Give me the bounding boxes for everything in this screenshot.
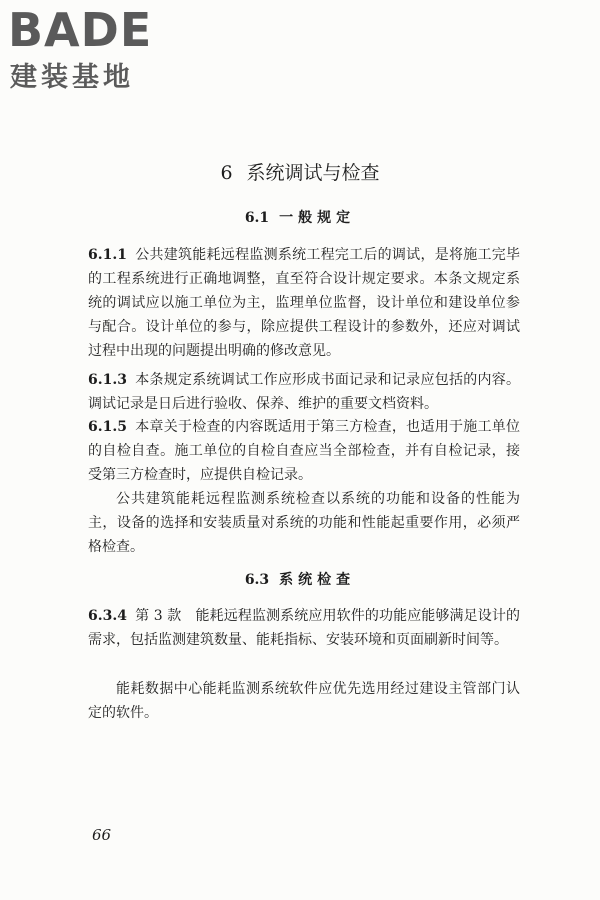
body-paragraph xyxy=(88,487,520,559)
clause-paragraph xyxy=(88,368,520,416)
clause-text: 本条规定系统调试工作应形成书面记录和记录应包括的内容。调试记录是日后进行验收、保养、维护的重要文档资料。 xyxy=(88,372,520,412)
logo-brand: BADE xyxy=(8,3,153,57)
clause-number: 6.1.5 xyxy=(88,419,127,435)
brand-logo xyxy=(8,4,178,99)
page-number: 66 xyxy=(92,826,112,844)
clause-paragraph xyxy=(88,604,520,652)
section-title-text: 一般规定 xyxy=(279,210,356,226)
section-title-6-1 xyxy=(0,208,600,228)
chapter-title xyxy=(0,160,600,186)
section-title-text: 系统检查 xyxy=(279,572,356,588)
clause-paragraph xyxy=(88,415,520,487)
section-title-6-3 xyxy=(0,570,600,590)
section-number: 6.3 xyxy=(244,572,270,588)
clause-number: 6.3.4 xyxy=(88,608,127,624)
clause-number: 6.1.1 xyxy=(88,247,127,263)
clause-text: 第 3 款 能耗远程监测系统应用软件的功能应能够满足设计的需求，包括监测建筑数量、能耗指标、安装环境和页面刷新时间等。 xyxy=(88,608,520,648)
logo-subtitle: 建装基地 xyxy=(10,62,134,93)
chapter-number: 6 xyxy=(220,162,233,184)
section-number: 6.1 xyxy=(244,210,270,226)
body-paragraph xyxy=(88,677,520,725)
clause-text: 公共建筑能耗远程监测系统工程完工后的调试，是将施工完毕的工程系统进行正确地调整，直至符合设计规定要求。本条文规定系统的调试应以施工单位为主，监理单位监督，设计单位和建设单位参与配合。设计单位的参与，除应提供工程设计的参数外，还应对调试过程中出现的问题提出明确的修改意见。 xyxy=(88,247,520,359)
clause-text: 本章关于检查的内容既适用于第三方检查，也适用于施工单位的自检自查。施工单位的自检自查应当全部检查，并有自检记录，接受第三方检查时，应提供自检记录。 xyxy=(88,419,520,483)
chapter-title-text: 系统调试与检查 xyxy=(246,162,380,184)
clause-paragraph xyxy=(88,243,520,363)
clause-number: 6.1.3 xyxy=(88,372,127,388)
paragraph-text: 公共建筑能耗远程监测系统检查以系统的功能和设备的性能为主，设备的选择和安装质量对系统的功能和性能起重要作用，必须严格检查。 xyxy=(88,491,520,555)
paragraph-text: 能耗数据中心能耗监测系统软件应优先选用经过建设主管部门认定的软件。 xyxy=(88,681,520,721)
